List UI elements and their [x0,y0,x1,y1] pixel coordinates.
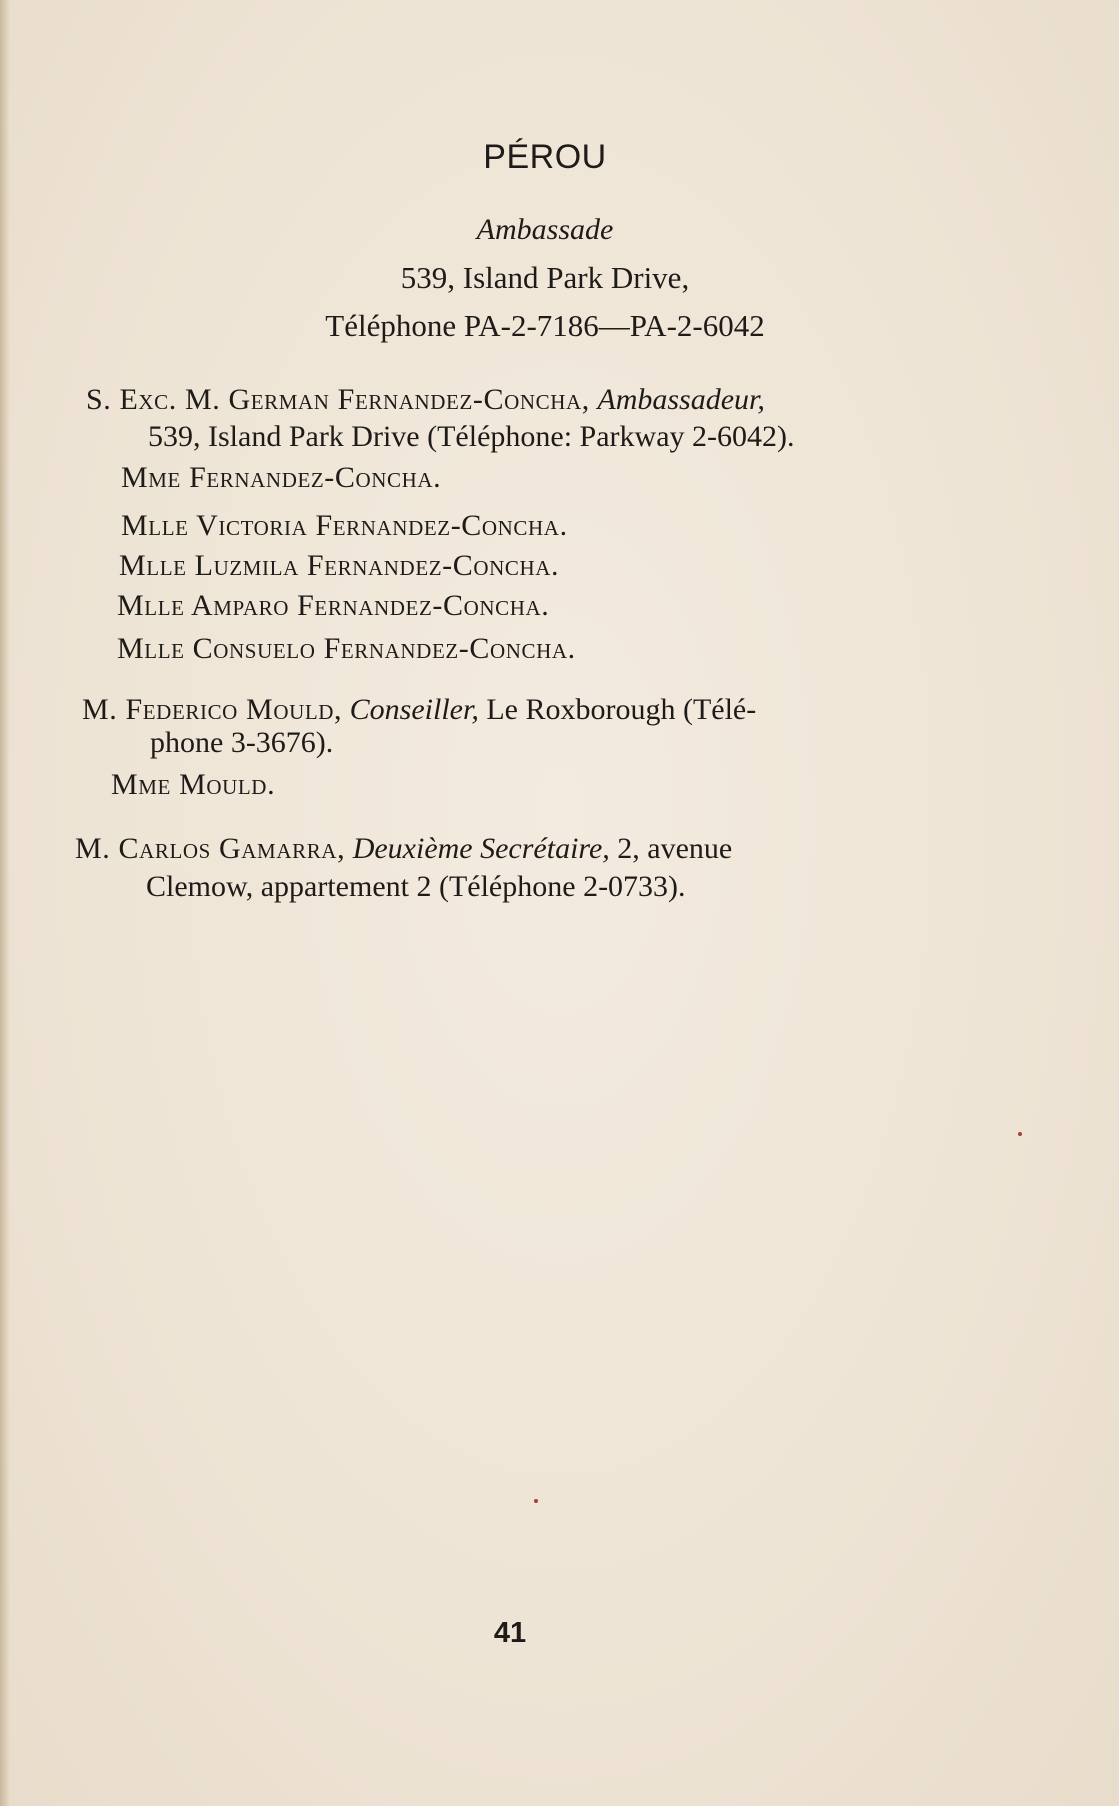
entry-title: Conseiller, [349,693,479,726]
entry-name: M. Carlos Gamarra, [75,832,346,865]
entry-title: Deuxième Secrétaire, [352,832,610,865]
paper-speck [1018,1132,1022,1136]
entry-name: M. Federico Mould, [82,693,343,726]
entry-counsellor-line1 [82,693,756,727]
paper-speck [534,1499,538,1503]
entry-spouse: Mme Fernandez-Concha. [121,461,442,494]
entry-daughter-consuelo: Mlle Consuelo Fernandez-Concha. [117,632,576,665]
entry-ambassador-line1 [86,383,765,417]
entry-daughter-luzmila: Mlle Luzmila Fernandez-Concha. [119,549,560,582]
entry-name: S. Exc. M. German Fernandez-Concha, [86,383,590,416]
country-title: PÉROU [483,138,607,176]
entry-daughter-amparo: Mlle Amparo Fernandez-Concha. [117,589,550,622]
embassy-phone: Téléphone PA-2-7186—PA-2-6042 [325,308,765,343]
entry-counsellor-spouse: Mme Mould. [111,768,276,801]
entry-address: 2, avenue [617,832,733,865]
embassy-address: 539, Island Park Drive, [400,260,690,295]
entry-address: Le Roxborough (Télé- [486,693,757,726]
entry-counsellor-line2: phone 3-3676). [150,726,334,759]
entry-daughter-victoria: Mlle Victoria Fernandez-Concha. [121,509,568,542]
entry-second-secretary-line2: Clemow, appartement 2 (Téléphone 2-0733). [146,870,686,903]
entry-second-secretary-line1 [75,832,732,866]
page-number: 41 [493,1617,527,1649]
section-heading: Ambassade [476,213,614,246]
entry-title: Ambassadeur, [597,383,765,416]
entry-ambassador-line2: 539, Island Park Drive (Téléphone: Parkway 2-6042). [148,420,795,453]
